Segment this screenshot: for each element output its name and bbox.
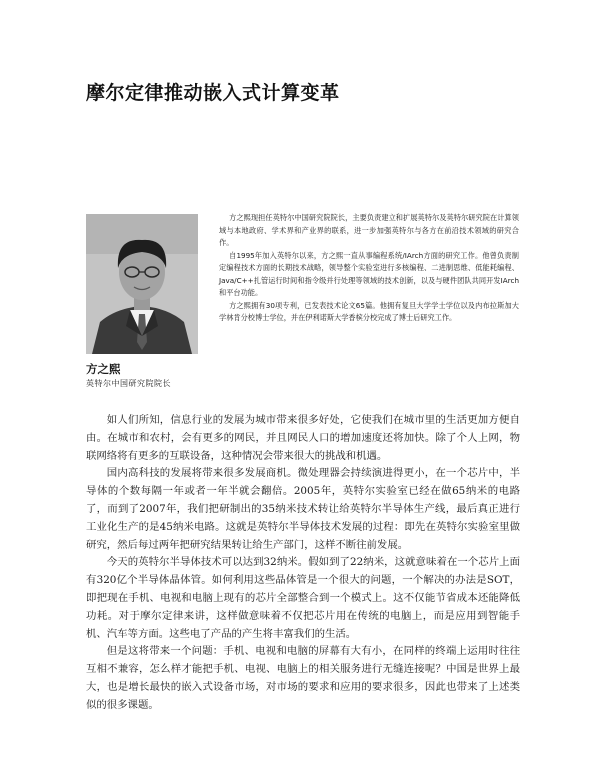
author-position: 英特尔中国研究院院长	[86, 379, 171, 388]
body-paragraph: 但是这将带来一个问题：手机、电视和电脑的屏幕有大有小，在同样的终端上运用时往往互相不兼容，怎么样才能把手机、电视、电脑上的相关服务进行无缝连接呢？中国是世界上最大，也是增长最快的嵌入式设备市场，对市场的要求和应用的要求很多，因此也带来了上述类似的很多课题。	[86, 645, 520, 711]
bio-paragraph: 方之熙现担任英特尔中国研究院院长，主要负责建立和扩展英特尔及英特尔研究院在计算领域与本地政府、学术界和产业界的联系，进一步加强英特尔与各方在前沿技术领域的研究合作。	[219, 213, 519, 247]
article-body	[86, 412, 520, 715]
bio-paragraph: 自1995年加入英特尔以来，方之熙一直从事编程系统/IArch方面的研究工作。他曾负责制定编程技术方面的长期技术战略，领导整个实验室进行多核编程、二进制思维、低能耗编程、Java/C++扎管运行时间和指令级并行处理等领域的技术创新，以及与硬件团队共同开发IArch和平台功能。	[219, 250, 519, 297]
article-title: 摩尔定律推动嵌入式计算变革	[86, 82, 340, 104]
author-photo	[86, 214, 198, 354]
bio-paragraph: 方之熙拥有30项专利，已发表技术论文65篇。他拥有复旦大学学士学位以及内布拉斯加大学林肯分校博士学位，并在伊利诺斯大学香槟分校完成了博士后研究工作。	[219, 300, 519, 322]
author-name: 方之熙	[86, 362, 121, 376]
author-bio	[219, 212, 519, 325]
body-paragraph: 今天的英特尔半导体技术可以达到32纳米。假如到了22纳米，这就意味着在一个芯片上面有320亿个半导体晶体管。如何利用这些晶体管是一个很大的问题，一个解决的办法是SOT，即把现在手机、电视和电脑上现有的芯片全部整合到一个模式上。这不仅能节省成本还能降低功耗。对于摩尔定律来讲，这样做意味着不仅把芯片用在传统的电脑上，而是应用到智能手机、汽车等方面。这些电了产品的产生将丰富我们的生活。	[86, 556, 520, 640]
body-paragraph: 国内高科技的发展将带来很多发展商机。微处理器会持续演进得更小，在一个芯片中，半导体的个数每隔一年或者一年半就会翻倍。2005年，英特尔实验室已经在做65纳米的电路了，而到了2007年，我们把研制出的35纳米技术转让给英特尔半导体生产线，最后真正进行工业化生产的是45纳米电路。这就是英特尔半导体技术发展的过程：即先在英特尔实验室里做研究，然后每过两年把研究结果转让给生产部门，这样不断往前发展。	[86, 467, 520, 551]
body-paragraph: 如人们所知，信息行业的发展为城市带来很多好处，它使我们在城市里的生活更加方便自由。在城市和农村，会有更多的网民，并且网民人口的增加速度还将加快。除了个人上网，物联网络将有更多的互联设备，这种情况会带来很大的挑战和机遇。	[86, 414, 520, 462]
